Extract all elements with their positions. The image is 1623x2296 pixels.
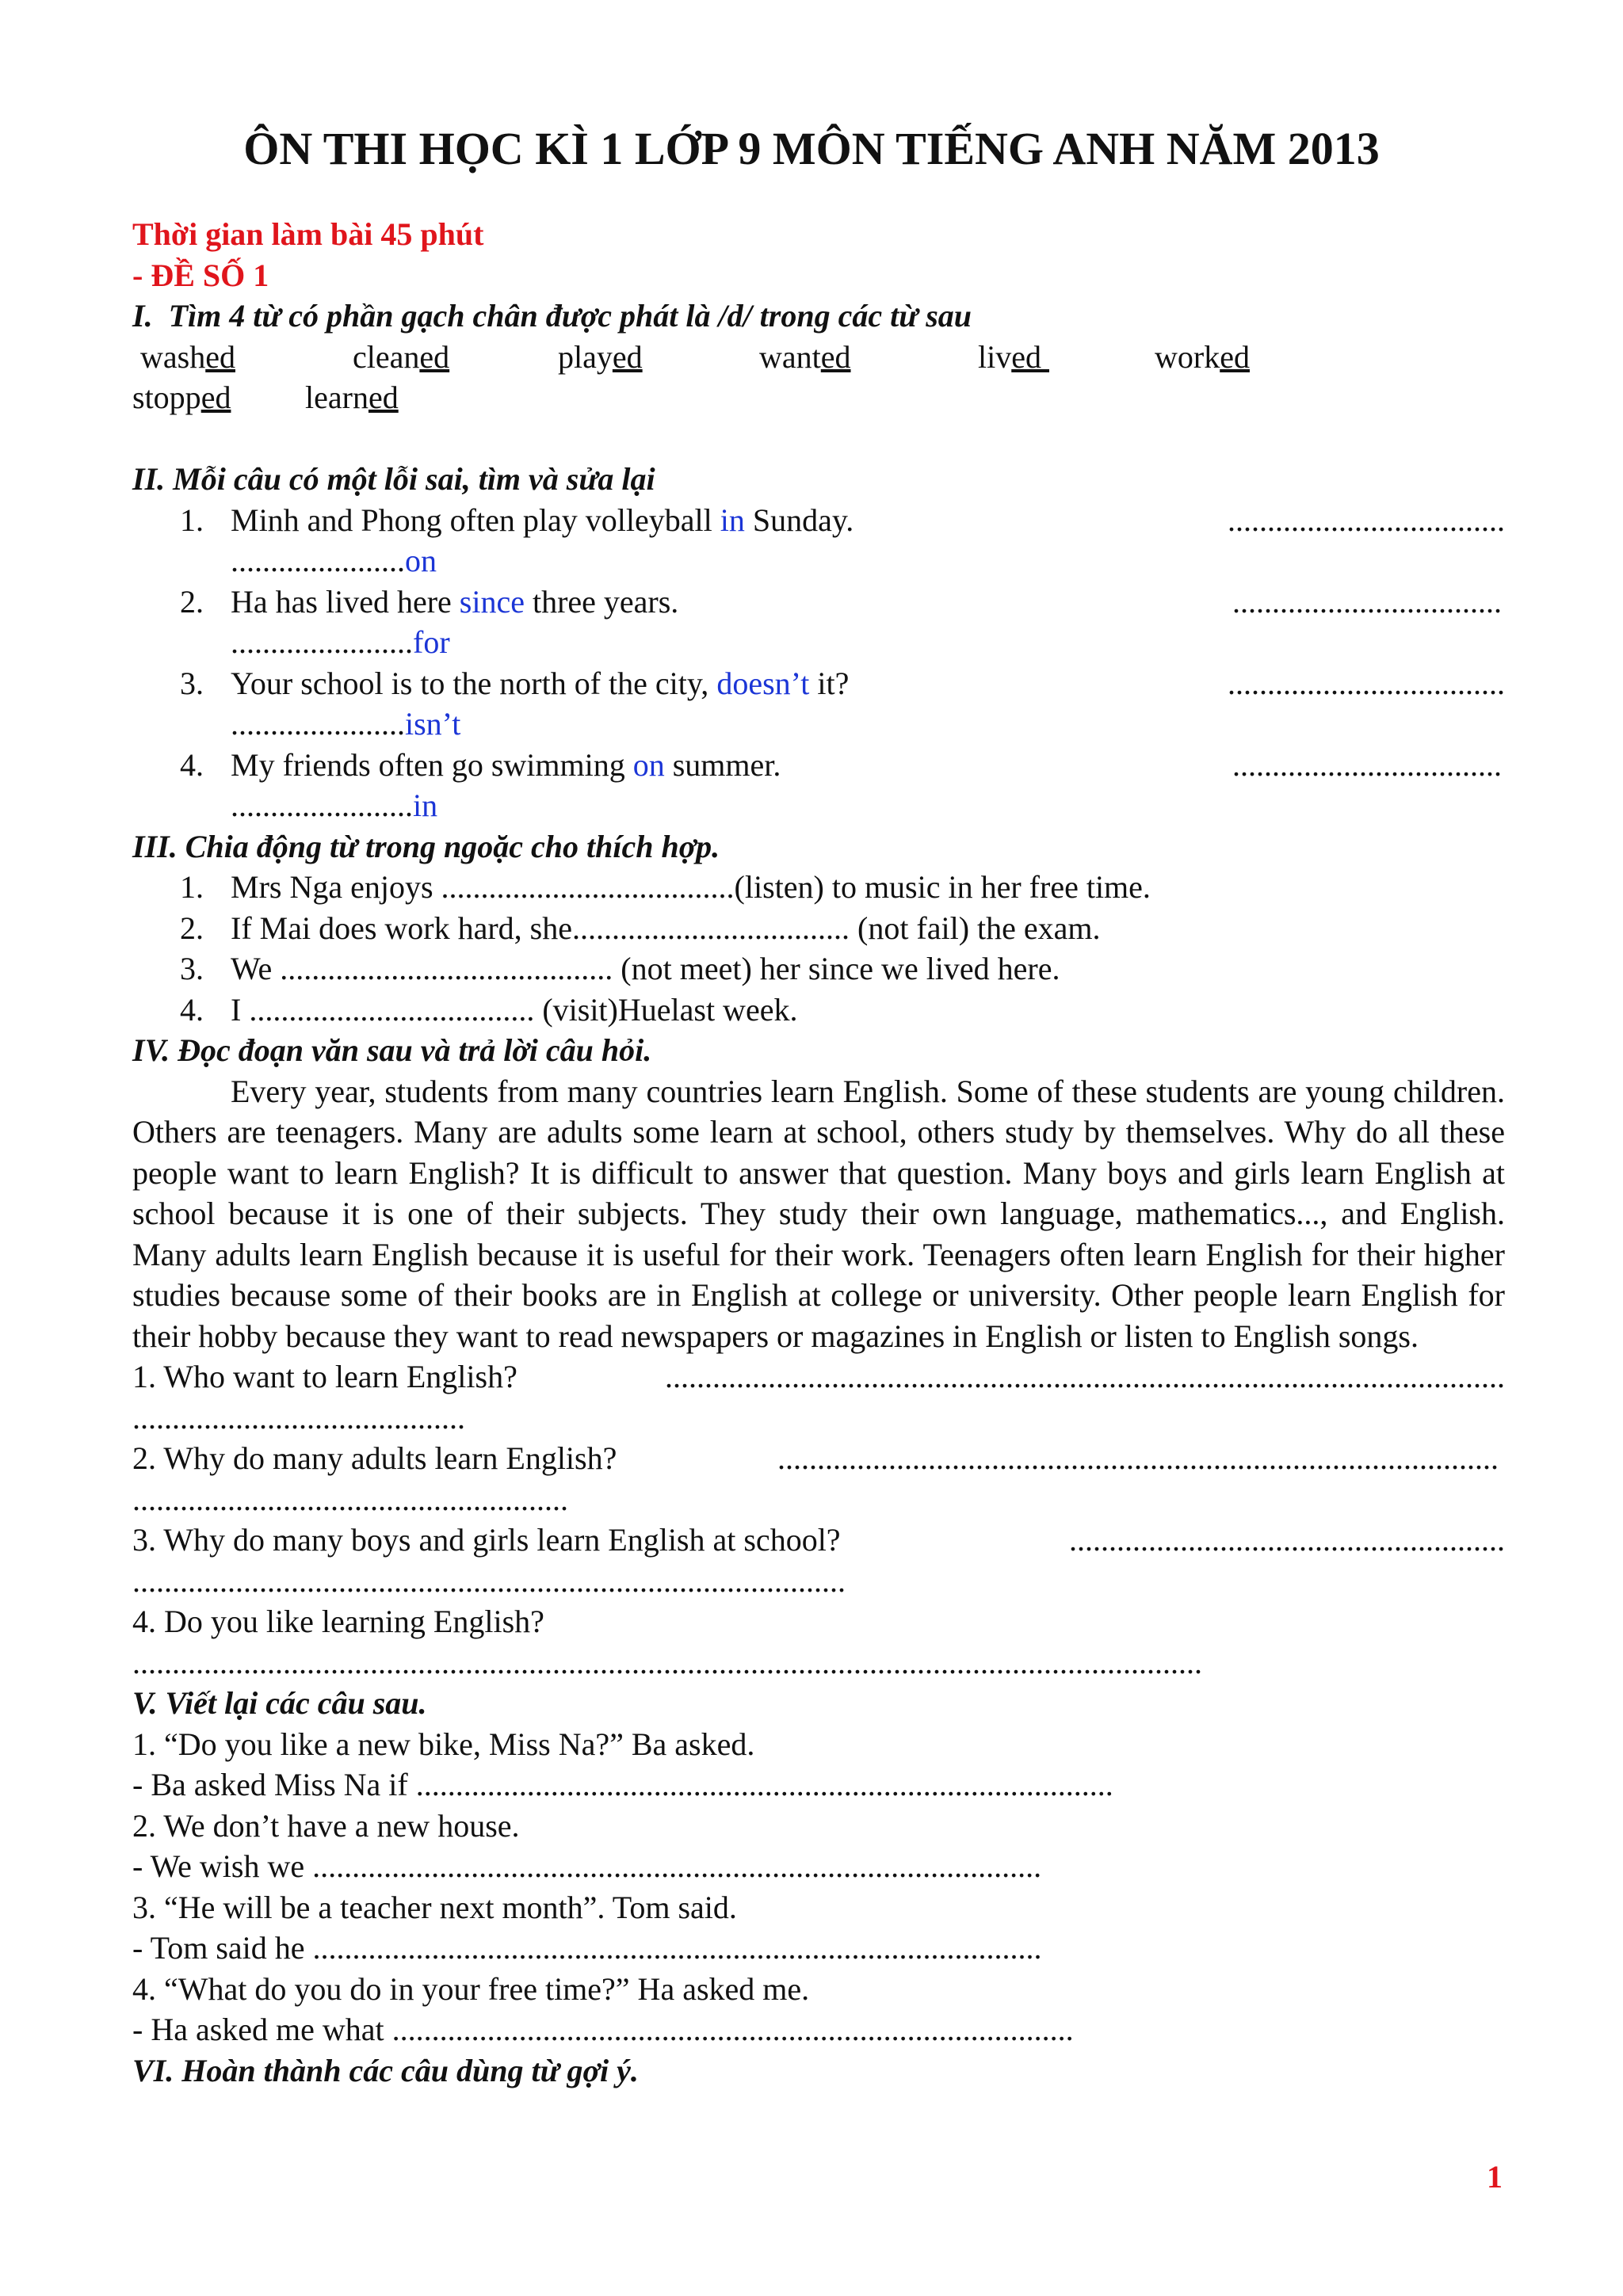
rewrite-line: - Ha asked me what ...................................................................................... xyxy=(132,2012,1074,2047)
word-item: cleaned xyxy=(353,338,450,375)
original-sentence: 2. We don’t have a new house. xyxy=(132,1807,520,1844)
error-word: since xyxy=(459,583,525,620)
reading-passage: Every year, students from many countries learn English. Some of these students are young children. Others are teenagers. Many are adults some learn at school, others study by themselves. Why do all these people want to learn English? It is difficult to answer that question. Many boys and girls learn English at school because it is one of their subjects. They study their own language, mathematics..., and English. Many adults learn English because it is useful for their work. Teenagers often learn English for their higher studies because some of their books are in English at college or university. Other people learn English for their hobby because they want to read newspapers or magazines in English or listen to English songs. xyxy=(132,1073,1505,1354)
answer-line: .......................................................................................... xyxy=(132,1562,846,1599)
question: 2. Why do many adults learn English? ........................................................................................... xyxy=(132,1440,1499,1476)
document-body xyxy=(132,214,1505,2091)
rewrite-line: - Ba asked Miss Na if ........................................................................................ xyxy=(132,1767,1113,1802)
word-item: lived xyxy=(978,338,1049,375)
word-item: stopped xyxy=(132,379,231,415)
rewrite-line: - Tom said he ............................................................................................ xyxy=(132,1930,1042,1966)
error-answer: .......................for xyxy=(231,624,450,660)
exam-time: Thời gian làm bài 45 phút xyxy=(132,216,484,252)
exam-number: - ĐỀ SỐ 1 xyxy=(132,257,269,293)
verb-item: 1. Mrs Nga enjoys .....................................(listen) to music in her free time. xyxy=(180,869,1151,905)
error-word: doesn’t xyxy=(716,665,810,701)
word-row-2 xyxy=(132,377,1505,418)
question: 4. Do you like learning English? xyxy=(132,1604,544,1639)
verb-item: 3. We .......................................... (not meet) her since we lived here. xyxy=(180,951,1060,986)
section-4-heading: IV. Đọc đoạn văn sau và trả lời câu hỏi. xyxy=(132,1032,652,1068)
answer-line: .......................................... xyxy=(132,1399,465,1436)
section-6-heading: VI. Hoàn thành các câu dùng từ gợi ý. xyxy=(132,2052,639,2088)
verb-item: 4. I .................................... (visit)Huelast week. xyxy=(180,991,798,1028)
correction: on xyxy=(405,543,437,578)
page-number: 1 xyxy=(1487,2159,1503,2195)
section-2-heading: II. Mỗi câu có một lỗi sai, tìm và sửa lại xyxy=(132,461,655,497)
correction: isn’t xyxy=(405,706,461,742)
correction: in xyxy=(413,788,438,823)
section-1-heading: I. Tìm 4 từ có phần gạch chân được phát là /d/ trong các từ sau xyxy=(132,298,972,334)
original-sentence: 3. “He will be a teacher next month”. Tom said. xyxy=(132,1889,737,1925)
answer-line: ....................................................... xyxy=(132,1481,568,1517)
rewrite-line: - We wish we ............................................................................................ xyxy=(132,1848,1042,1884)
word-item: wanted xyxy=(759,338,851,375)
verb-item: 2. If Mai does work hard, she................................... (not fail) the exam. xyxy=(180,910,1101,946)
word-item: washed xyxy=(140,338,235,375)
section-5-heading: V. Viết lại các câu sau. xyxy=(132,1685,427,1721)
error-item: 3. Your school is to the north of the city, doesn’t it? ................................... xyxy=(180,665,1505,701)
word-item: learned xyxy=(305,379,399,415)
original-sentence: 4. “What do you do in your free time?” Ha asked me. xyxy=(132,1970,810,2007)
error-answer: ......................on xyxy=(231,543,437,578)
error-item: 4. My friends often go swimming on summer. .................................. xyxy=(180,746,1502,783)
word-row-1 xyxy=(132,337,1505,378)
word-item: played xyxy=(558,338,643,375)
error-word: on xyxy=(632,746,665,783)
error-word: in xyxy=(720,502,745,538)
error-item: 2. Ha has lived here since three years. .................................. xyxy=(180,583,1502,620)
correction: for xyxy=(413,624,450,660)
error-answer: ......................isn’t xyxy=(231,706,461,742)
word-item: worked xyxy=(1155,338,1250,375)
question: 3. Why do many boys and girls learn English at school? ....................................................... xyxy=(132,1522,1505,1558)
page-title: ÔN THI HỌC KÌ 1 LỚP 9 MÔN TIẾNG ANH NĂM 2013 xyxy=(243,123,1380,174)
spacer xyxy=(132,418,1505,460)
question: 1. Who want to learn English? .......................................................................................................... xyxy=(132,1359,1505,1394)
section-3-heading: III. Chia động từ trong ngoặc cho thích hợp. xyxy=(132,828,720,864)
original-sentence: 1. “Do you like a new bike, Miss Na?” Ba asked. xyxy=(132,1726,755,1762)
error-answer: .......................in xyxy=(231,788,438,823)
answer-line: ....................................................................................................................................... xyxy=(132,1644,1202,1680)
error-item: 1. Minh and Phong often play volleyball in Sunday. ................................... xyxy=(180,502,1505,538)
